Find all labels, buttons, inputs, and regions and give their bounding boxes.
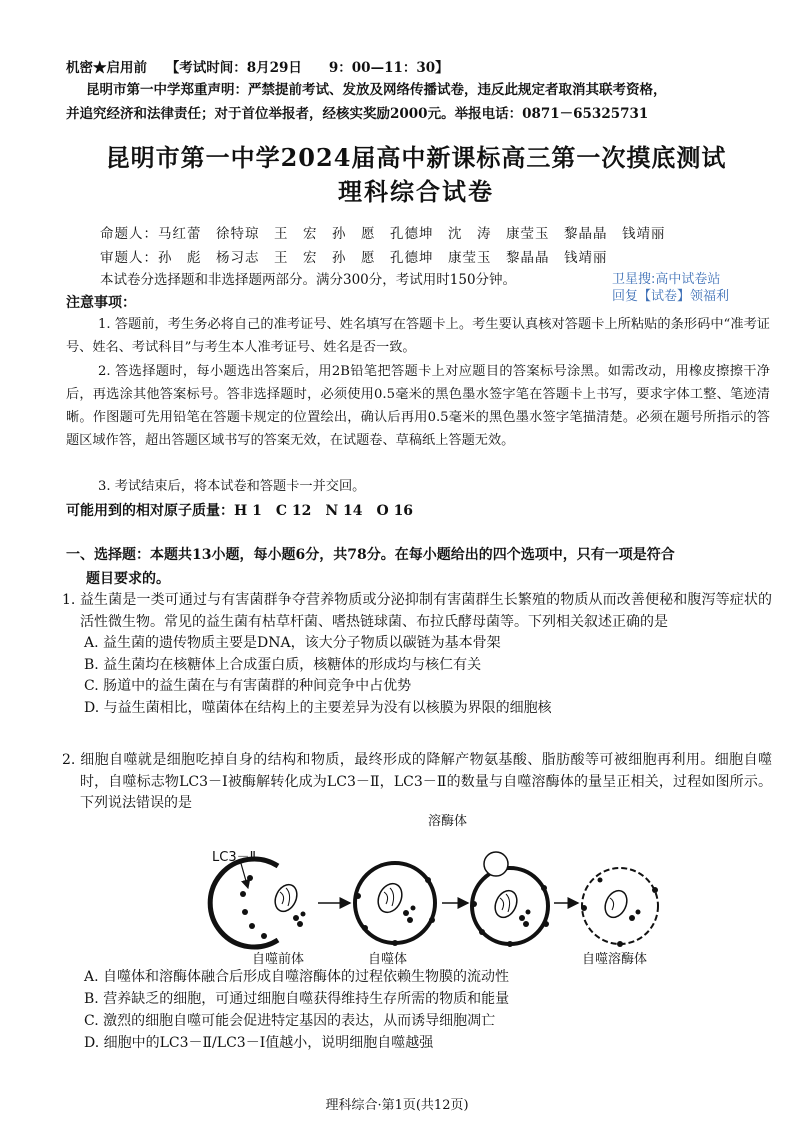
- option-c: C. 肠道中的益生菌在与有害菌群的种间竞争中占优势: [84, 678, 412, 694]
- question-1: [62, 590, 772, 719]
- option-a: A. 益生菌的遗传物质主要是DNA，该大分子物质以碳链为基本骨架: [84, 635, 501, 651]
- notice-item: 2. 答选择题时，每小题选出答案后，用2B铅笔把答题卡上对应题目的答案标号涂黑。如需改动，用橡皮擦擦干净后，再选涂其他答案标号。答非选择题时，必须使用0.5毫米的黑色墨水签字笔在答题卡上书写，要求字体工整、笔迹清晰。作图题可先用铅笔在答题卡规定的位置绘出，确认后再用0.5毫米的黑色墨水签字笔描清楚。必须在题号所指示的答题区域作答，超出答题区域书写的答案无效，在试题卷、草稿纸上答题无效。: [66, 364, 770, 448]
- statement-line-2: 并追究经济和法律责任；对于首位举报者，经核实奖励2000元。举报电话：0871－65325731: [66, 106, 649, 122]
- exam-subtitle: 理科综合试卷: [338, 177, 494, 206]
- question-stem: 1. 益生菌是一类可通过与有害菌群争夺营养物质或分泌抑制有害菌群生长繁殖的物质从而改善便秘和腹泻等症状的活性微生物。常见的益生菌有枯草杆菌、嗜热链球菌、布拉氏酵母菌等。下列相关叙述正确的是: [62, 592, 772, 630]
- watermark-line-1: 卫星搜:高中试卷站: [612, 272, 721, 287]
- watermark-line-2: 回复【试卷】领福利: [612, 289, 730, 304]
- exam-title: 昆明市第一中学2024届高中新课标高三第一次摸底测试: [105, 143, 727, 172]
- option-d: D. 细胞中的LC3－Ⅱ/LC3－Ⅰ值越小，说明细胞自噬越强: [84, 1035, 434, 1051]
- option-b: B. 益生菌均在核糖体上合成蛋白质，核糖体的形成均与核仁有关: [84, 656, 482, 673]
- notice-item: 3. 考试结束后，将本试卷和答题卡一并交回。: [98, 479, 366, 494]
- lc3-label: LC3－Ⅱ: [212, 850, 256, 865]
- question-stem: 2. 细胞自噬就是细胞吃掉自身的结构和物质，最终形成的降解产物氨基酸、脂肪酸等可被细胞再利用。细胞自噬时，自噬标志物LC3－Ⅰ被酶解转化成为LC3－Ⅱ，LC3－Ⅱ的数量与自噬溶酶体的量呈正相关，过程如图所示。下列说法错误的是: [62, 752, 772, 811]
- page-footer: 理科综合·第1页(共12页): [325, 1098, 469, 1113]
- autolysosome: [581, 868, 658, 947]
- section-heading-line-1: 一、选择题：本题共13小题，每小题6分，共78分。在每小题给出的四个选项中，只有一项是符合: [66, 547, 675, 563]
- notice-item: 1. 答题前，考生务必将自己的准考证号、姓名填写在答题卡上。考生要认真核对答题卡上所粘贴的条形码中“准考证号、姓名、考试科目”与考生本人准考证号、姓名是否一致。: [66, 317, 770, 355]
- lysosome-label: 溶酶体: [428, 814, 468, 829]
- exam-time: 【考试时间：8月29日 9：00—11：30】: [165, 60, 449, 76]
- stage-label-phagophore: 自噬前体: [252, 952, 305, 967]
- option-d: D. 与益生菌相比，噬菌体在结构上的主要差异为没有以核膜为界限的细胞核: [84, 699, 552, 716]
- section-heading-line-2: 题目要求的。: [86, 571, 170, 587]
- option-c: C. 激烈的细胞自噬可能会促进特定基因的表达，从而诱导细胞凋亡: [84, 1013, 496, 1029]
- notice-title: 注意事项：: [66, 295, 136, 311]
- statement-line-1: 昆明市第一中学郑重声明：严禁提前考试、发放及网络传播试卷，违反此规定者取消其联考资格，: [86, 82, 667, 98]
- question-2: [62, 750, 772, 815]
- autophagy-figure: [200, 808, 670, 968]
- stage-label-autolysosome: 自噬溶酶体: [582, 952, 648, 967]
- autophagy-diagram: [200, 808, 670, 968]
- question-2-options: [62, 966, 772, 1054]
- section-heading: [66, 543, 776, 591]
- autophagosome: [355, 863, 435, 946]
- fusion-stage: [471, 852, 549, 947]
- stage-label-autophagosome: 自噬体: [368, 952, 408, 967]
- option-b: B. 营养缺乏的细胞，可通过细胞自噬获得维持生存所需的物质和能量: [84, 991, 510, 1007]
- exam-info: 本试卷分选择题和非选择题两部分。满分300分，考试用时150分钟。: [100, 272, 517, 288]
- phagophore: [210, 859, 305, 947]
- proposers: 命题人：马红蕾 徐特琼 王 宏 孙 愿 孔德坤 沈 涛 康莹玉 黎晶晶 钱靖丽: [100, 226, 666, 242]
- atomic-masses: 可能用到的相对原子质量：H 1 C 12 N 14 O 16: [66, 503, 414, 519]
- option-a: A. 自噬体和溶酶体融合后形成自噬溶酶体的过程依赖生物膜的流动性: [84, 969, 510, 985]
- confidential-label: 机密★启用前: [66, 60, 147, 76]
- header-line: [66, 56, 463, 76]
- reviewers: 审题人：孙 彪 杨习志 王 宏 孙 愿 孔德坤 康莹玉 黎晶晶 钱靖丽: [100, 250, 608, 266]
